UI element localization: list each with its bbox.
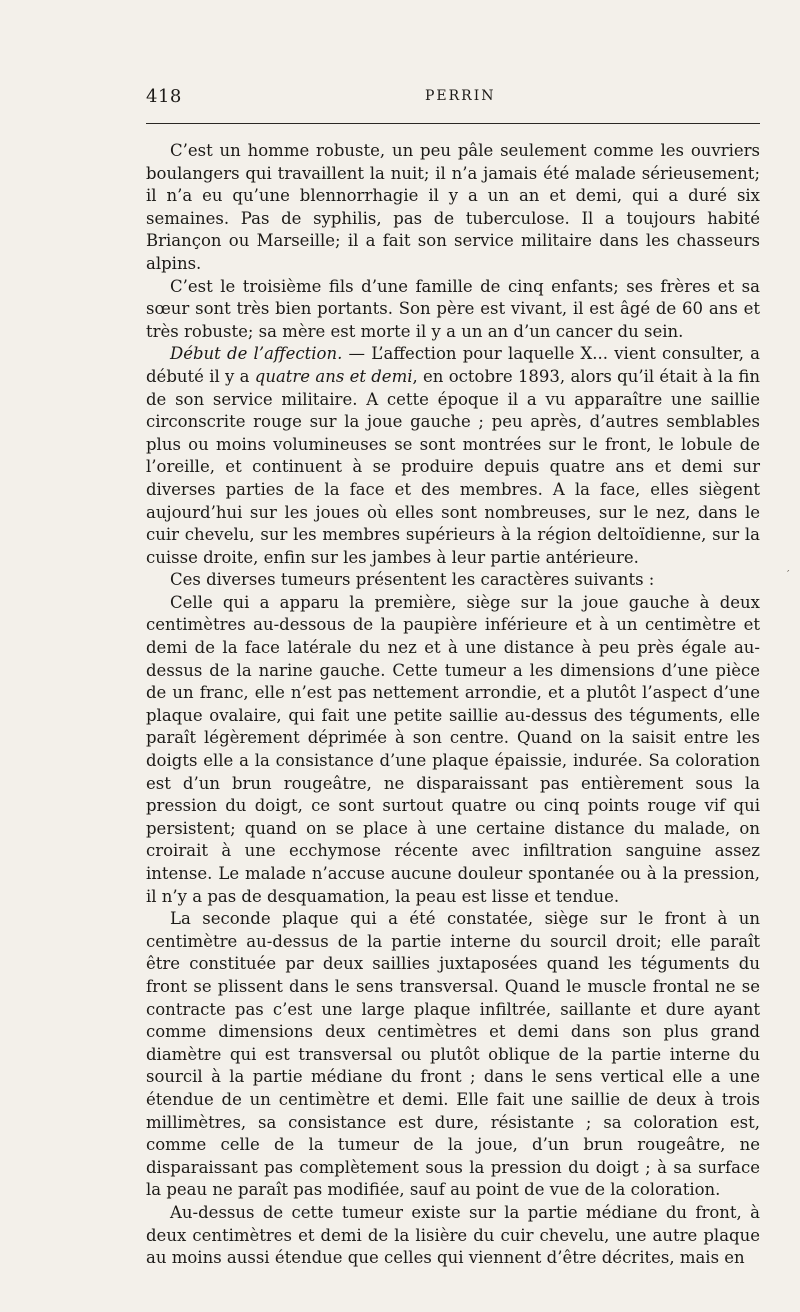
- paragraph: [146, 592, 760, 908]
- header-rule: [146, 123, 760, 124]
- paragraph-text: C’est le troisième fils d’une famille de cinq enfants; ses frères et sa sœur sont très bien portants. Son père est vivant, il est âgé de 60 ans et très robuste; sa mère est morte il y a un an d’un cancer du sein.: [146, 276, 760, 341]
- margin-mark: ′: [787, 568, 790, 581]
- body-text: [146, 140, 760, 1270]
- paragraph: [146, 276, 760, 344]
- paragraph: [146, 1202, 760, 1270]
- paragraph-text: La seconde plaque qui a été constatée, siège sur le front à un centimètre au-dessus de la partie interne du sourcil droit; elle paraît être constituée par deux saillies juxtaposées quand les téguments du front se plissent dans le sens transversal. Quand le muscle frontal ne se contracte pas c’est une large plaque infiltrée, saillante et dure ayant comme dimensions deux centimètres et demi dans son plus grand diamètre qui est transversal ou plutôt oblique de la partie interne du sourcil à la partie médiane du front ; dans le sens vertical elle a une étendue de un centimètre et demi. Elle fait une saillie de deux à trois millimètres, sa consistance est dure, résistante ; sa coloration est, comme celle de la tumeur de la joue, d’un brun rougeâtre, ne disparaissant pas complètement sous la pression du doigt ; à sa surface la peau ne paraît pas modifiée, sauf au point de vue de la coloration.: [146, 909, 760, 1200]
- paragraph: [146, 569, 760, 592]
- paragraph-text: C’est un homme robuste, un peu pâle seulement comme les ouvriers boulangers qui travaillent la nuit; il n’a jamais été malade sérieusement; il n’a eu qu’une blennorrhagie il y a un an et demi, qui a duré six semaines. Pas de syphilis, pas de tuberculose. Il a toujours habité Briançon ou Marseille; il a fait son service militaire dans les chasseurs alpins.: [146, 141, 760, 273]
- paragraph-text: Ces diverses tumeurs présentent les caractères suivants :: [170, 570, 655, 590]
- paragraph: [146, 908, 760, 1202]
- running-head: PERRIN: [425, 88, 496, 104]
- paragraph-debut-affection: [146, 343, 760, 569]
- paragraph: [146, 140, 760, 276]
- emphasis-italic: quatre ans et demi: [254, 366, 413, 386]
- paragraph-text: , en octobre 1893, alors qu’il était à la fin de son service militaire. A cette époque il a vu apparaître une saillie circonscrite rouge sur la joue gauche ; peu après, d’autres semblables plus ou moins volumineuses se sont montrées sur le front, le lobule de l’oreille, et continuent à se produire depuis quatre ans et demi sur diverses parties de la face et des membres. A la face, elles siègent aujourd’hui sur les joues où elles sont nombreuses, sur le nez, dans le cuir chevelu, sur les membres supérieurs à la région deltoïdienne, sur la cuisse droite, enfin sur les jambes à leur partie antérieure.: [146, 366, 760, 567]
- paragraph-text: — L’affection pour laquelle X... vient consulter, a débuté il y a: [146, 344, 760, 386]
- page-header: [146, 86, 760, 110]
- section-heading-italic: Début de l’affection.: [170, 344, 343, 364]
- paragraph-text: Celle qui a apparu la première, siège sur la joue gauche à deux centimètres au-dessous de la paupière inférieure et à un centimètre et demi de la face latérale du nez et à une distance à peu près égale au-dessus de la narine gauche. Cette tumeur a les dimensions d’une pièce de un franc, elle n’est pas nettement arrondie, et a plutôt l’aspect d’une plaque ovalaire, qui fait une petite saillie au-dessus des téguments, elle paraît légèrement déprimée à son centre. Quand on la saisit entre les doigts elle a la consistance d’une plaque épaissie, indurée. Sa coloration est d’un brun rougeâtre, ne disparaissant pas entièrement sous la pression du doigt, ce sont surtout quatre ou cinq points rouge vif qui persistent; quand on se place à une certaine distance du malade, on croirait à une ecchymose récente avec infiltration sanguine assez intense. Le malade n’accuse aucune douleur spontanée ou à la pression, il n’y a pas de desquamation, la peau est lisse et tendue.: [146, 592, 760, 906]
- paragraph-text: Au-dessus de cette tumeur existe sur la partie médiane du front, à deux centimètres et demi de la lisière du cuir chevelu, une autre plaque au moins aussi étendue que celles qui viennent d’être décrites, mais en: [146, 1202, 760, 1268]
- page-number: 418: [146, 86, 182, 107]
